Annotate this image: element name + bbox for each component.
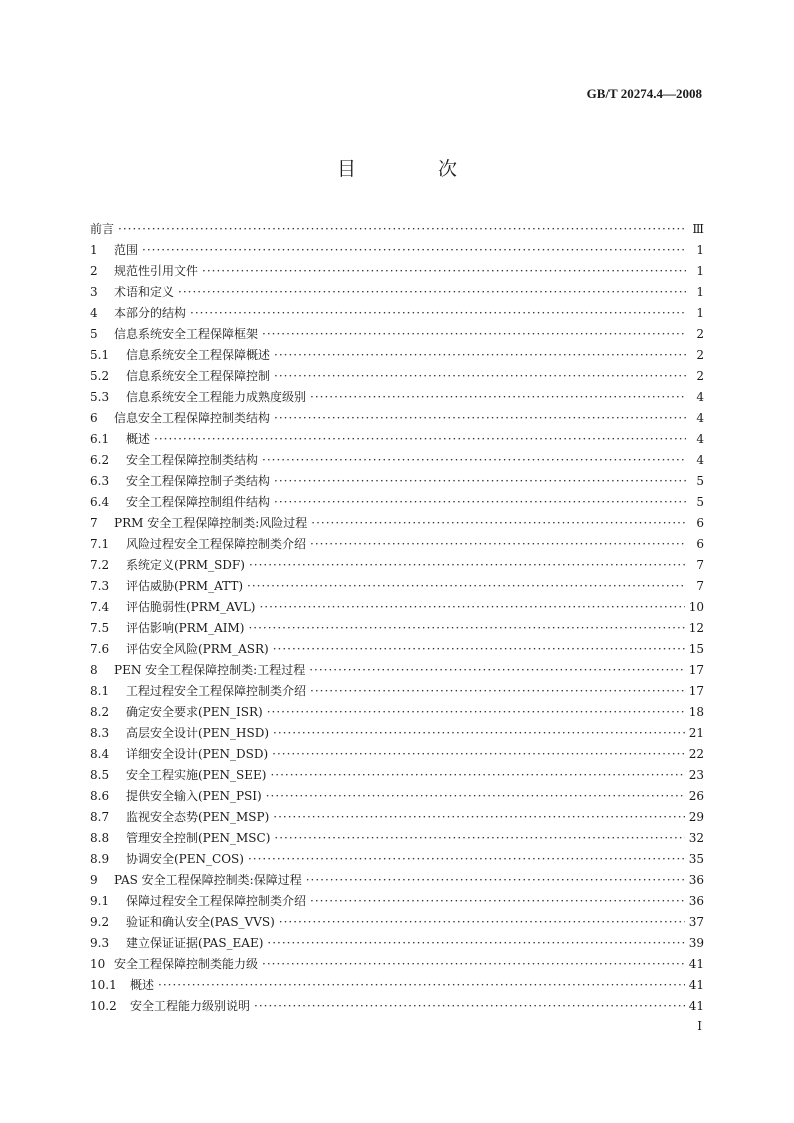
toc-entry[interactable] (90, 345, 704, 366)
toc-entry-number: 7 (90, 516, 98, 530)
toc-entry-page: 36 (688, 873, 704, 887)
toc-entry[interactable] (90, 786, 704, 807)
toc-entry[interactable] (90, 807, 704, 828)
toc-entry-label: 验证和确认安全(PAS_VVS) (126, 915, 275, 929)
toc-entry-page: 22 (688, 747, 704, 761)
toc-leader-dots (309, 660, 685, 681)
toc-leader-dots (247, 576, 686, 597)
toc-leader-dots (248, 618, 684, 639)
toc-leader-dots (272, 744, 685, 765)
toc-entry-number: 8.6 (90, 789, 110, 803)
toc-entry-page: 41 (688, 999, 704, 1013)
toc-entry-label: PEN 安全工程保障控制类:工程过程 (114, 663, 306, 677)
toc-entry-label: 本部分的结构 (114, 306, 187, 320)
toc-entry-label: 确定安全要求(PEN_ISR) (126, 705, 263, 719)
toc-leader-dots (267, 933, 684, 954)
toc-entry-label: 风险过程安全工程保障控制类介绍 (126, 537, 307, 551)
footer-page-number: I (697, 1019, 702, 1033)
toc-entry-number: 8.5 (90, 768, 110, 782)
toc-entry-page: 41 (688, 978, 704, 992)
toc-entry-page: 32 (688, 831, 704, 845)
toc-entry-number: 9 (90, 873, 98, 887)
toc-leader-dots (279, 912, 685, 933)
toc-leader-dots (262, 954, 685, 975)
toc-entry-label: 安全工程保障控制类能力级 (114, 957, 259, 971)
toc-entry[interactable] (90, 597, 704, 618)
toc-leader-dots (310, 891, 685, 912)
toc-leader-dots (274, 828, 684, 849)
toc-leader-dots (142, 240, 686, 261)
toc-leader-dots (158, 975, 685, 996)
toc-entry-number: 4 (90, 306, 98, 320)
toc-entry-page: 17 (688, 684, 704, 698)
standard-code: GB/T 20274.4—2008 (586, 86, 702, 101)
toc-entry-label: 概述 (126, 432, 151, 446)
toc-entry-number: 5 (90, 327, 98, 341)
toc-leader-dots (202, 261, 686, 282)
toc-leader-dots (311, 513, 686, 534)
toc-entry-label: 工程过程安全工程保障控制类介绍 (126, 684, 307, 698)
toc-entry-label: 评估威胁(PRM_ATT) (126, 579, 244, 593)
toc-entry-page: 36 (688, 894, 704, 908)
toc-entry-label: 范围 (114, 243, 139, 257)
toc-entry-number: 8.1 (90, 684, 110, 698)
toc-entry[interactable] (90, 303, 704, 324)
toc-entry-number: 8.4 (90, 747, 110, 761)
toc-entry-label: 评估脆弱性(PRM_AVL) (126, 600, 256, 614)
toc-entry-number: 10.2 (90, 999, 117, 1013)
toc-entry[interactable] (90, 261, 704, 282)
toc-entry[interactable] (90, 408, 704, 429)
toc-entry-page: Ⅲ (692, 222, 704, 236)
toc-leader-dots (310, 681, 685, 702)
toc-entry-number: 8.9 (90, 852, 110, 866)
toc-entry[interactable] (90, 450, 704, 471)
toc-entry-number: 6.3 (90, 474, 110, 488)
toc-entry[interactable] (90, 912, 704, 933)
toc-entry[interactable] (90, 282, 704, 303)
toc-entry-number: 8 (90, 663, 98, 677)
toc-entry[interactable] (90, 219, 704, 240)
toc-entry[interactable] (90, 492, 704, 513)
toc-entry-page: 17 (688, 663, 704, 677)
toc-entry-page: 26 (688, 789, 704, 803)
toc-entry-page: 39 (688, 936, 704, 950)
toc-entry-page: 1 (696, 285, 704, 299)
table-of-contents (90, 219, 704, 1017)
toc-entry-number: 7.3 (90, 579, 110, 593)
toc-entry-page: 29 (688, 810, 704, 824)
toc-leader-dots (274, 492, 686, 513)
toc-entry-number: 10.1 (90, 978, 117, 992)
toc-entry-number: 3 (90, 285, 98, 299)
toc-entry-label: 协调安全(PEN_COS) (126, 852, 244, 866)
toc-entry-page: 4 (696, 390, 704, 404)
toc-entry-number: 9.1 (90, 894, 110, 908)
toc-entry[interactable] (90, 996, 704, 1017)
toc-entry-label: 安全工程能力级别说明 (130, 999, 251, 1013)
toc-entry-label: 信息安全工程保障控制类结构 (114, 411, 271, 425)
toc-entry-label: 安全工程保障控制组件结构 (126, 495, 271, 509)
toc-entry-label: 保障过程安全工程保障控制类介绍 (126, 894, 307, 908)
toc-entry-label: 高层安全设计(PEN_HSD) (126, 726, 270, 740)
toc-entry-number: 9.2 (90, 915, 110, 929)
toc-entry-page: 2 (696, 348, 704, 362)
toc-entry-page: 15 (688, 642, 704, 656)
toc-leader-dots (273, 723, 685, 744)
toc-leader-dots (259, 597, 684, 618)
toc-entry[interactable] (90, 366, 704, 387)
toc-entry-number: 7.4 (90, 600, 110, 614)
toc-leader-dots (273, 807, 684, 828)
toc-entry[interactable] (90, 618, 704, 639)
toc-entry[interactable] (90, 324, 704, 345)
toc-entry-number: 1 (90, 243, 98, 257)
toc-entry-number: 5.2 (90, 369, 110, 383)
toc-entry-label: 详细安全设计(PEN_DSD) (126, 747, 269, 761)
toc-entry[interactable] (90, 387, 704, 408)
toc-entry-page: 37 (688, 915, 704, 929)
toc-entry-label: PAS 安全工程保障控制类:保障过程 (114, 873, 302, 887)
toc-entry[interactable] (90, 534, 704, 555)
toc-entry-page: 4 (696, 453, 704, 467)
toc-leader-dots (266, 786, 685, 807)
toc-entry-label: 信息系统安全工程能力成熟度级别 (126, 390, 307, 404)
toc-leader-dots (154, 429, 686, 450)
toc-entry-page: 7 (696, 579, 704, 593)
toc-entry-label: 提供安全输入(PEN_PSI) (126, 789, 262, 803)
toc-leader-dots (262, 324, 686, 345)
toc-leader-dots (254, 996, 685, 1017)
toc-leader-dots (274, 345, 686, 366)
toc-entry-page: 6 (696, 516, 704, 530)
toc-entry-page: 10 (688, 600, 704, 614)
toc-leader-dots (262, 450, 686, 471)
toc-entry-number: 7.5 (90, 621, 110, 635)
toc-entry[interactable] (90, 828, 704, 849)
toc-entry-page: 1 (696, 264, 704, 278)
toc-entry-number: 6.2 (90, 453, 110, 467)
toc-entry-page: 4 (696, 411, 704, 425)
toc-leader-dots (274, 366, 686, 387)
toc-entry-page: 12 (688, 621, 704, 635)
toc-entry-page: 4 (696, 432, 704, 446)
toc-entry-number: 8.3 (90, 726, 110, 740)
toc-entry-page: 2 (696, 369, 704, 383)
toc-entry[interactable] (90, 765, 704, 786)
toc-entry[interactable] (90, 891, 704, 912)
toc-entry-number: 5.3 (90, 390, 110, 404)
toc-entry-label: 概述 (130, 978, 155, 992)
toc-entry[interactable] (90, 576, 704, 597)
toc-entry-label: 评估安全风险(PRM_ASR) (126, 642, 269, 656)
toc-leader-dots (178, 282, 686, 303)
toc-entry-label: 规范性引用文件 (114, 264, 199, 278)
toc-entry-number: 8.2 (90, 705, 110, 719)
toc-entry[interactable] (90, 681, 704, 702)
toc-leader-dots (118, 219, 686, 240)
toc-entry-page: 7 (696, 558, 704, 572)
toc-entry-label: 前言 (90, 222, 115, 236)
toc-entry-page: 5 (696, 474, 704, 488)
toc-entry-number: 6 (90, 411, 98, 425)
toc-entry-label: 建立保证证据(PAS_EAE) (126, 936, 264, 950)
toc-entry[interactable] (90, 471, 704, 492)
toc-entry[interactable] (90, 429, 704, 450)
toc-entry[interactable] (90, 849, 704, 870)
toc-entry[interactable] (90, 240, 704, 261)
toc-entry[interactable] (90, 723, 704, 744)
toc-leader-dots (310, 534, 686, 555)
toc-leader-dots (249, 555, 686, 576)
toc-entry-number: 8.8 (90, 831, 110, 845)
toc-entry-label: 系统定义(PRM_SDF) (126, 558, 245, 572)
toc-entry-label: 监视安全态势(PEN_MSP) (126, 810, 270, 824)
toc-entry-number: 9.3 (90, 936, 110, 950)
toc-leader-dots (248, 849, 685, 870)
toc-entry[interactable] (90, 744, 704, 765)
toc-entry-page: 6 (696, 537, 704, 551)
toc-entry-label: 安全工程保障控制类结构 (126, 453, 259, 467)
toc-entry-number: 7.2 (90, 558, 110, 572)
toc-entry[interactable] (90, 660, 704, 681)
toc-entry-label: 安全工程保障控制子类结构 (126, 474, 271, 488)
toc-entry[interactable] (90, 954, 704, 975)
toc-entry-page: 5 (696, 495, 704, 509)
toc-leader-dots (267, 702, 685, 723)
toc-entry-page: 1 (696, 243, 704, 257)
toc-entry-number: 7.1 (90, 537, 110, 551)
toc-leader-dots (270, 765, 684, 786)
toc-entry-label: 信息系统安全工程保障概述 (126, 348, 271, 362)
toc-entry-page: 2 (696, 327, 704, 341)
toc-entry-label: 术语和定义 (114, 285, 175, 299)
toc-entry-page: 23 (688, 768, 704, 782)
toc-entry-number: 8.7 (90, 810, 110, 824)
toc-leader-dots (310, 387, 686, 408)
toc-entry-number: 10 (90, 957, 106, 971)
toc-entry-label: 信息系统安全工程保障框架 (114, 327, 259, 341)
toc-entry-page: 41 (688, 957, 704, 971)
toc-entry[interactable] (90, 555, 704, 576)
toc-entry-page: 18 (688, 705, 704, 719)
toc-entry-label: 安全工程实施(PEN_SEE) (126, 768, 267, 782)
toc-entry-page: 35 (688, 852, 704, 866)
toc-entry-label: 管理安全控制(PEN_MSC) (126, 831, 271, 845)
toc-entry[interactable] (90, 513, 704, 534)
toc-entry-number: 2 (90, 264, 98, 278)
page-title: 目 次 (336, 158, 496, 180)
toc-entry-label: 信息系统安全工程保障控制 (126, 369, 271, 383)
toc-entry-number: 6.1 (90, 432, 110, 446)
toc-entry-label: PRM 安全工程保障控制类:风险过程 (114, 516, 308, 530)
toc-entry-page: 1 (696, 306, 704, 320)
toc-leader-dots (306, 870, 685, 891)
toc-entry[interactable] (90, 639, 704, 660)
toc-entry[interactable] (90, 870, 704, 891)
toc-entry-number: 5.1 (90, 348, 110, 362)
toc-leader-dots (190, 303, 686, 324)
toc-entry[interactable] (90, 933, 704, 954)
toc-entry[interactable] (90, 702, 704, 723)
toc-entry[interactable] (90, 975, 704, 996)
toc-leader-dots (274, 471, 686, 492)
toc-entry-number: 7.6 (90, 642, 110, 656)
toc-entry-page: 21 (688, 726, 704, 740)
toc-entry-label: 评估影响(PRM_AIM) (126, 621, 245, 635)
toc-leader-dots (273, 639, 685, 660)
toc-leader-dots (274, 408, 686, 429)
toc-entry-number: 6.4 (90, 495, 110, 509)
